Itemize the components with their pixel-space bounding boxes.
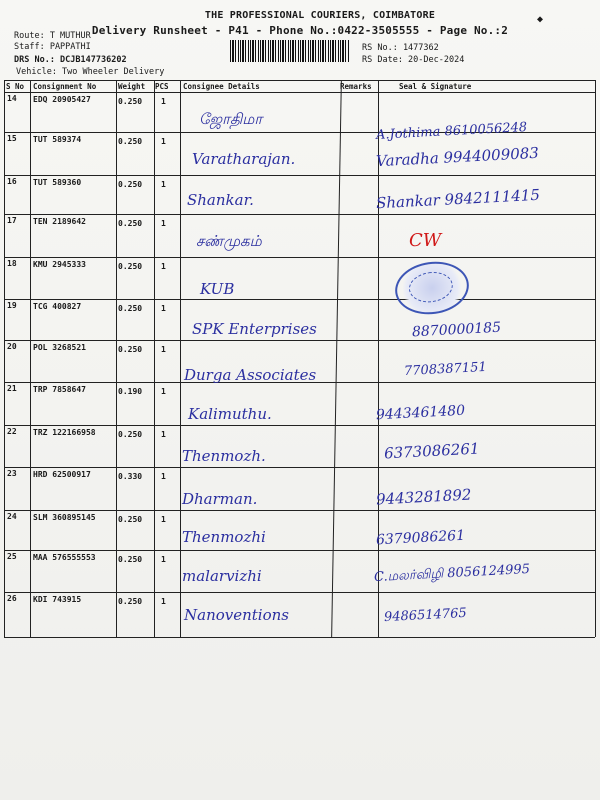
row-weight: 0.250 bbox=[118, 262, 143, 271]
row-consignee-handwriting: Thenmozhi bbox=[182, 528, 266, 546]
row-divider bbox=[4, 592, 595, 593]
row-sno: 18 bbox=[7, 259, 17, 268]
row-divider bbox=[4, 637, 595, 638]
header-consignment: Consignment No bbox=[33, 82, 97, 91]
row-consignee-handwriting: Shankar. bbox=[187, 191, 254, 209]
row-consignment-no: TUT 589374 bbox=[33, 135, 82, 144]
column-divider bbox=[4, 80, 5, 637]
row-consignee-handwriting: ஜோதிமா bbox=[199, 110, 263, 128]
row-weight: 0.250 bbox=[118, 97, 143, 106]
column-divider bbox=[30, 80, 31, 637]
row-consignee-handwriting: Nanoventions bbox=[184, 606, 289, 624]
row-signature-handwriting: 9486514765 bbox=[383, 605, 468, 626]
red-cw-mark: CW bbox=[409, 230, 442, 251]
row-pcs: 1 bbox=[161, 430, 166, 439]
row-divider bbox=[4, 299, 595, 300]
vehicle-label: Vehicle: Two Wheeler Delivery bbox=[16, 67, 165, 77]
header-weight: Weight bbox=[118, 82, 146, 91]
header-signature: Seal & Signature bbox=[399, 82, 472, 91]
header-remarks: Remarks bbox=[340, 82, 372, 91]
row-sno: 25 bbox=[7, 552, 17, 561]
row-sno: 14 bbox=[7, 94, 17, 103]
row-weight: 0.250 bbox=[118, 515, 143, 524]
barcode bbox=[230, 40, 350, 62]
row-consignment-no: KDI 743915 bbox=[33, 595, 82, 604]
row-pcs: 1 bbox=[161, 219, 166, 228]
row-sno: 15 bbox=[7, 134, 17, 143]
row-consignment-no: TRZ 122166958 bbox=[33, 428, 96, 437]
row-weight: 0.250 bbox=[118, 555, 143, 564]
dot-mark: ◆ bbox=[537, 14, 544, 25]
row-signature-handwriting: 8870000185 bbox=[411, 319, 502, 341]
row-consignment-no: TRP 7858647 bbox=[33, 385, 86, 394]
row-consignee-handwriting: SPK Enterprises bbox=[192, 320, 317, 338]
row-consignee-handwriting: Dharman. bbox=[182, 490, 258, 508]
header-consignee: Consignee Details bbox=[183, 82, 260, 91]
row-signature-handwriting: 9443281892 bbox=[375, 485, 472, 509]
row-sno: 24 bbox=[7, 512, 17, 521]
drs-label: DRS No.: DCJB147736202 bbox=[14, 55, 127, 65]
route-label: Route: T MUTHUR bbox=[14, 31, 91, 41]
row-consignment-no: EDQ 20905427 bbox=[33, 95, 91, 104]
row-divider bbox=[4, 510, 595, 511]
row-signature-handwriting: A.Jothima 8610056248 bbox=[375, 120, 528, 143]
column-divider bbox=[595, 80, 596, 637]
row-consignment-no: KMU 2945333 bbox=[33, 260, 86, 269]
row-signature-handwriting: Shankar 9842111415 bbox=[375, 185, 541, 213]
row-consignment-no: POL 3268521 bbox=[33, 343, 86, 352]
column-divider bbox=[331, 80, 342, 637]
row-divider bbox=[4, 257, 595, 258]
row-weight: 0.250 bbox=[118, 345, 143, 354]
runsheet-title: Delivery Runsheet - P41 - Phone No.:0422-3505555 - Page No.:2 bbox=[91, 24, 509, 37]
row-signature-handwriting: Varadha 9944009083 bbox=[375, 143, 540, 171]
row-sno: 22 bbox=[7, 427, 17, 436]
row-sno: 26 bbox=[7, 594, 17, 603]
row-consignee-handwriting: Varatharajan. bbox=[192, 150, 296, 168]
row-weight: 0.250 bbox=[118, 597, 143, 606]
rs-date-label: RS Date: 20-Dec-2024 bbox=[362, 55, 465, 65]
header-pcs: PCS bbox=[155, 82, 169, 91]
row-consignee-handwriting: malarvizhi bbox=[182, 567, 262, 585]
row-pcs: 1 bbox=[161, 97, 166, 106]
row-weight: 0.250 bbox=[118, 304, 143, 313]
row-divider bbox=[4, 340, 595, 341]
row-sno: 21 bbox=[7, 384, 17, 393]
header-sno: S No bbox=[6, 82, 25, 91]
row-weight: 0.250 bbox=[118, 137, 143, 146]
row-pcs: 1 bbox=[161, 262, 166, 271]
row-weight: 0.250 bbox=[118, 180, 143, 189]
row-consignee-handwriting: KUB bbox=[200, 280, 235, 298]
row-divider bbox=[4, 467, 595, 468]
row-consignee-handwriting: Thenmozh. bbox=[182, 447, 266, 465]
row-consignment-no: TEN 2189642 bbox=[33, 217, 86, 226]
row-weight: 0.330 bbox=[118, 472, 143, 481]
row-consignment-no: HRD 62500917 bbox=[33, 470, 91, 479]
row-consignment-no: TCG 400827 bbox=[33, 302, 82, 311]
rs-no-label: RS No.: 1477362 bbox=[362, 43, 439, 53]
row-divider bbox=[4, 425, 595, 426]
row-pcs: 1 bbox=[161, 472, 166, 481]
column-divider bbox=[180, 80, 181, 637]
row-signature-handwriting: C.மலர்விழி 8056124995 bbox=[373, 561, 531, 586]
row-sno: 17 bbox=[7, 216, 17, 225]
row-sno: 23 bbox=[7, 469, 17, 478]
row-divider bbox=[4, 175, 595, 176]
row-pcs: 1 bbox=[161, 597, 166, 606]
row-sno: 19 bbox=[7, 301, 17, 310]
row-sno: 20 bbox=[7, 342, 17, 351]
row-pcs: 1 bbox=[161, 304, 166, 313]
row-sno: 16 bbox=[7, 177, 17, 186]
row-consignment-no: MAA 576555553 bbox=[33, 553, 96, 562]
row-signature-handwriting: 9443461480 bbox=[375, 402, 466, 424]
row-divider bbox=[4, 92, 595, 93]
runsheet-table bbox=[4, 80, 595, 637]
company-title: THE PROFESSIONAL COURIERS, COIMBATORE bbox=[204, 10, 436, 21]
row-consignee-handwriting: Durga Associates bbox=[184, 366, 317, 384]
table-top-border bbox=[4, 80, 595, 81]
row-pcs: 1 bbox=[161, 180, 166, 189]
row-signature-handwriting: 6373086261 bbox=[383, 439, 480, 463]
row-weight: 0.190 bbox=[118, 387, 143, 396]
row-signature-handwriting: 6379086261 bbox=[375, 527, 466, 549]
row-pcs: 1 bbox=[161, 555, 166, 564]
row-pcs: 1 bbox=[161, 137, 166, 146]
row-pcs: 1 bbox=[161, 345, 166, 354]
column-divider bbox=[116, 80, 117, 637]
row-pcs: 1 bbox=[161, 387, 166, 396]
row-pcs: 1 bbox=[161, 515, 166, 524]
row-consignee-handwriting: சண்முகம் bbox=[196, 232, 262, 250]
row-consignment-no: TUT 589360 bbox=[33, 178, 82, 187]
row-divider bbox=[4, 214, 595, 215]
column-divider bbox=[154, 80, 155, 637]
staff-label: Staff: PAPPATHI bbox=[14, 42, 91, 52]
row-divider bbox=[4, 550, 595, 551]
row-weight: 0.250 bbox=[118, 430, 143, 439]
row-signature-handwriting: 7708387151 bbox=[403, 359, 488, 380]
row-weight: 0.250 bbox=[118, 219, 143, 228]
row-consignee-handwriting: Kalimuthu. bbox=[188, 405, 272, 423]
row-consignment-no: SLM 360895145 bbox=[33, 513, 96, 522]
